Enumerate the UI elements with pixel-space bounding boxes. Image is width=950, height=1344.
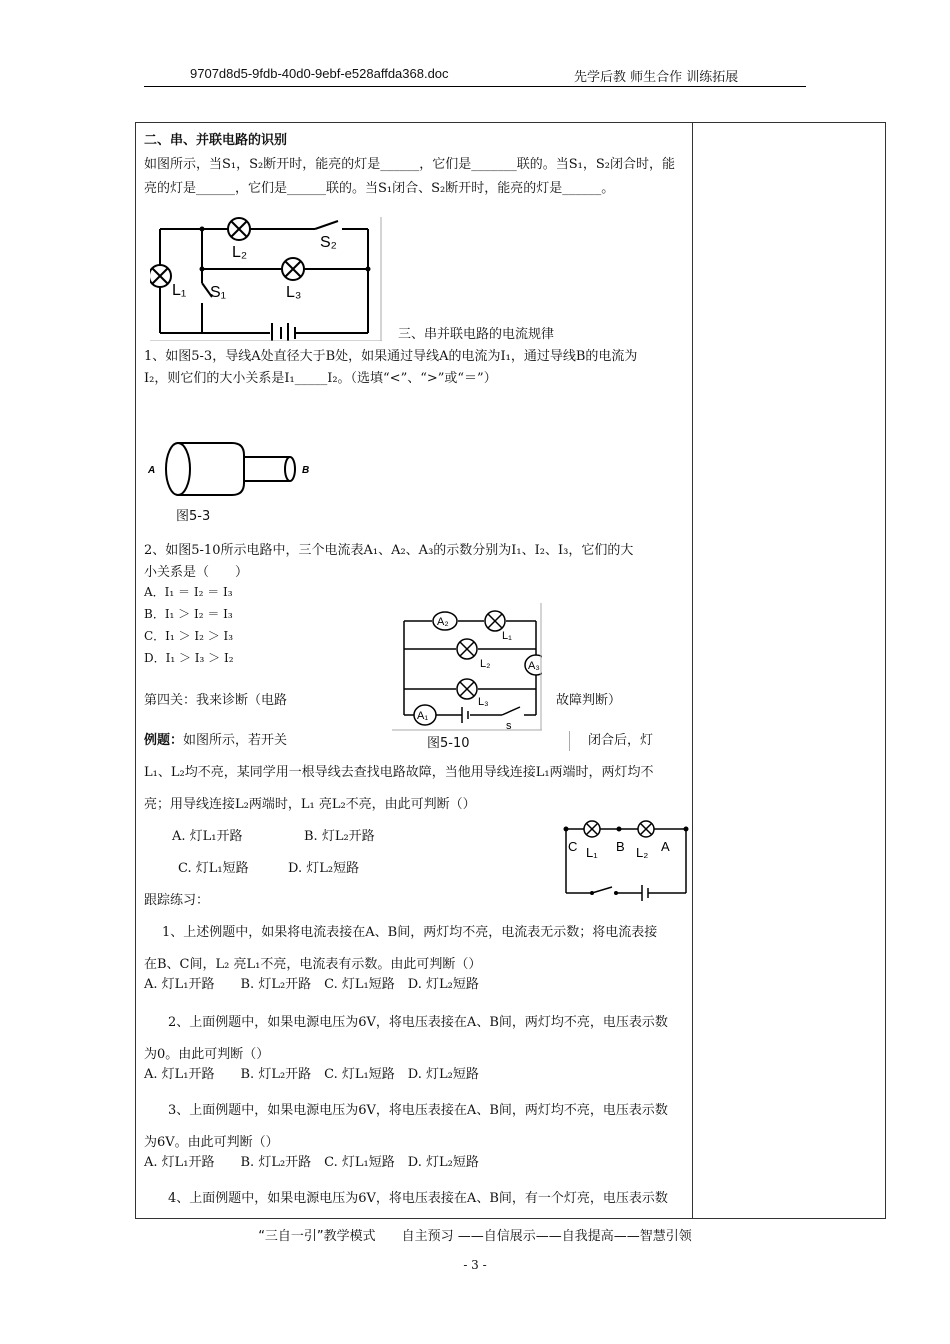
q1-line1: 1、如图5-3，导线A处直径大于B处，如果通过导线A的电流为I₁，通过导线B的电流为 xyxy=(144,349,638,364)
meter-a2-label: A₂ xyxy=(437,616,449,628)
content-table xyxy=(135,122,886,1219)
example-option-b: B. 灯L₂开路 xyxy=(304,829,375,844)
page-header xyxy=(144,66,806,87)
fig53-label-b: B xyxy=(302,465,310,476)
column-divider xyxy=(692,123,693,1218)
fig510-caption-box xyxy=(385,731,570,751)
switch-s-label: s xyxy=(506,720,512,731)
q2-option-b: B．I₁ ＞ I₂ ＝ I₃ xyxy=(144,607,233,621)
lamp-l3-label: L₃ xyxy=(478,696,489,708)
practice1-line2: 在B、C间，L₂ 亮L₁不亮，电流表有示数。由此可判断（） xyxy=(144,957,482,972)
section2-title: 二、串、并联电路的识别 xyxy=(144,133,288,148)
practice-title: 跟踪练习： xyxy=(144,893,210,908)
section2-line1: 如图所示，当S₁，S₂断开时，能亮的灯是______，它们是_______联的。当S₁，S₂闭合时，能 xyxy=(144,157,675,172)
practice2-line1: 2、上面例题中，如果电源电压为6V，将电压表接在A、B间，两灯均不亮，电压表示数 xyxy=(168,1015,668,1030)
q2-line1: 2、如图5-10所示电路中，三个电流表A₁、A₂、A₃的示数分别为I₁、I₂、I₃，它们的大 xyxy=(144,543,634,558)
example-text2: 闭合后，灯 xyxy=(588,733,654,748)
lamp-l2-ex-label: L₂ xyxy=(636,845,649,860)
q2-line2: 小关系是（ ） xyxy=(144,565,249,580)
section2-line2: 亮的灯是______，它们是______联的。当S₁闭合、S₂断开时，能亮的灯是______。 xyxy=(144,181,615,196)
example-option-d: D. 灯L₂短路 xyxy=(288,861,360,876)
point-c-label: C xyxy=(568,839,578,854)
label-l2: L₂ xyxy=(232,244,248,261)
q1-line2: I₂，则它们的大小关系是I₁_____I₂。（选填“<”、“>”或“＝”） xyxy=(144,371,497,386)
meter-a3-label: A₃ xyxy=(528,660,540,672)
label-s2: S₂ xyxy=(320,234,337,251)
lamp-l2-label: L₂ xyxy=(480,658,491,670)
lamp-l1-ex-label: L₁ xyxy=(586,845,598,860)
practice1-options: A. 灯L₁开路 B. 灯L₂开路 C. 灯L₁短路 D. 灯L₂短路 xyxy=(144,977,479,992)
page-footer: “三自一引”教学模式 自主预习 ——自信展示——自我提高——智慧引领 xyxy=(258,1229,692,1244)
header-motto: 先学后教 师生合作 训练拓展 xyxy=(574,70,739,85)
example-text1: 如图所示，若开关 xyxy=(183,733,288,748)
level4-title-left: 第四关：我来诊断（电路 xyxy=(144,693,288,708)
meter-a1-label: A₁ xyxy=(417,710,429,722)
label-s1: S₁ xyxy=(210,284,227,301)
example-option-c: C. 灯L₁短路 xyxy=(178,861,249,876)
point-b-label: B xyxy=(616,839,625,854)
figure-5-10-circuit xyxy=(392,603,542,731)
point-a-label: A xyxy=(661,839,670,854)
fig510-caption: 图5-10 xyxy=(427,736,470,751)
example-label: 例题： xyxy=(144,733,184,748)
header-filename: 9707d8d5-9fdb-40d0-9ebf-e528affda368.doc xyxy=(190,66,449,81)
q2-option-c: C．I₁ ＞ I₂ ＞ I₃ xyxy=(144,629,234,643)
section3-title: 三、串并联电路的电流规律 xyxy=(398,327,555,342)
practice2-line2: 为0。由此可判断（） xyxy=(144,1047,270,1062)
practice3-line1: 3、上面例题中，如果电源电压为6V，将电压表接在A、B间，两灯均不亮，电压表示数 xyxy=(168,1103,668,1118)
example-line2: L₁、L₂均不亮，某同学用一根导线去查找电路故障，当他用导线连接L₁两端时，两灯均不 xyxy=(144,765,654,780)
label-l1: L₁ xyxy=(172,282,187,299)
practice3-options: A. 灯L₁开路 B. 灯L₂开路 C. 灯L₁短路 D. 灯L₂短路 xyxy=(144,1155,479,1170)
lamp-l1-label: L₁ xyxy=(502,630,512,642)
practice4-line1: 4、上面例题中，如果电源电压为6V，将电压表接在A、B间，有一个灯亮，电压表示数 xyxy=(168,1191,668,1206)
label-l3: L₃ xyxy=(286,284,302,301)
fig53-caption: 图5-3 xyxy=(176,509,211,524)
practice1-line1: 1、上述例题中，如果将电流表接在A、B间，两灯均不亮，电流表无示数；将电流表接 xyxy=(162,925,658,940)
fig53-label-a: A xyxy=(148,465,156,476)
example-line3: 亮；用导线连接L₂两端时，L₁ 亮L₂不亮，由此可判断（） xyxy=(144,797,476,812)
q2-option-d: D．I₁ ＞ I₃ ＞ I₂ xyxy=(144,651,234,665)
page-number: - 3 - xyxy=(463,1258,487,1272)
practice3-line2: 为6V。由此可判断（） xyxy=(144,1135,279,1150)
circuit-diagram-1 xyxy=(150,217,382,341)
practice2-options: A. 灯L₁开路 B. 灯L₂开路 C. 灯L₁短路 D. 灯L₂短路 xyxy=(144,1067,479,1082)
example-circuit xyxy=(560,819,690,905)
example-option-a: A. 灯L₁开路 xyxy=(172,829,243,844)
figure-5-3-wire xyxy=(144,439,314,525)
q2-option-a: A．I₁ ＝ I₂ ＝ I₃ xyxy=(144,585,233,599)
level4-title-right: 故障判断） xyxy=(556,693,622,708)
